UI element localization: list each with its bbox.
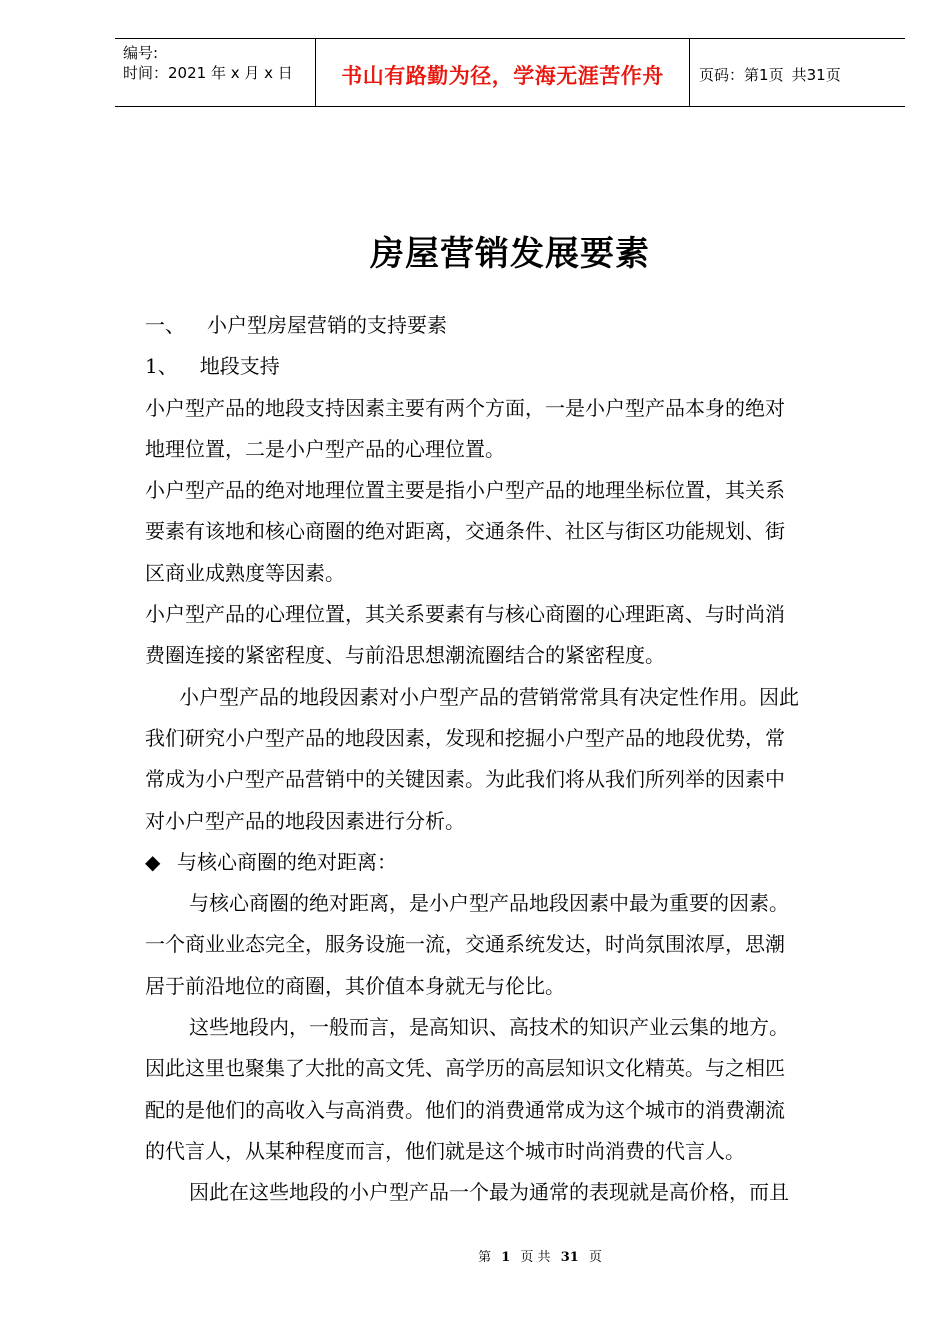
footer-total-pages: 31 (560, 1250, 579, 1265)
footer-current-page: 1 (501, 1250, 511, 1265)
paragraph-line: 与核心商圈的绝对距离，是小户型产品地段因素中最为重要的因素。 (189, 891, 789, 916)
paragraph-line: 因此在这些地段的小户型产品一个最为通常的表现就是高价格，而且 (189, 1180, 789, 1205)
paragraph-line: 区商业成熟度等因素。 (145, 560, 345, 585)
footer-suffix: 页 (588, 1250, 602, 1265)
document-title: 房屋营销发展要素 (370, 234, 650, 274)
diamond-bullet-icon: ◆ (145, 849, 161, 874)
paragraph-line: 这些地段内，一般而言，是高知识、高技术的知识产业云集的地方。 (189, 1015, 789, 1040)
paragraph-line: 常成为小户型产品营销中的关键因素。为此我们将从我们所列举的因素中 (145, 767, 785, 792)
bullet-text: 与核心商圈的绝对距离： (177, 849, 397, 874)
paragraph-line: 居于前沿地位的商圈，其价值本身就无与伦比。 (145, 973, 565, 998)
section-heading (145, 305, 875, 346)
header-page-cell (690, 39, 905, 106)
footer-prefix: 第 (478, 1250, 492, 1265)
section-heading-number: 一、 (145, 313, 185, 337)
sub-heading-number: 1、 (145, 354, 178, 379)
motto-text: 书山有路勤为径，学海无涯苦作舟 (341, 63, 664, 88)
paragraph-line: 一个商业业态完全，服务设施一流，交通系统发达，时尚氛围浓厚，思潮 (145, 932, 785, 957)
page-total-label: 共 (791, 66, 807, 84)
paragraph-line: 小户型产品的地段因素对小户型产品的营销常常具有决定性作用。因此 (179, 684, 799, 709)
paragraph-line: 小户型产品的绝对地理位置主要是指小户型产品的地理坐标位置，其关系 (145, 478, 785, 503)
paragraph-line: 对小户型产品的地段因素进行分析。 (145, 808, 465, 833)
paragraph-line: 费圈连接的紧密程度、与前沿思想潮流圈结合的紧密程度。 (145, 643, 665, 668)
paragraph-line: 因此这里也聚集了大批的高文凭、高学历的高层知识文化精英。与之相匹 (145, 1056, 785, 1081)
page-current: 1 (759, 65, 769, 84)
section-heading-text: 小户型房屋营销的支持要素 (207, 313, 447, 337)
page-total: 31 (806, 65, 826, 84)
paragraph-line: 小户型产品的地段支持因素主要有两个方面，一是小户型产品本身的绝对 (145, 395, 785, 420)
sub-heading (145, 346, 875, 387)
paragraph-line: 我们研究小户型产品的地段因素，发现和挖掘小户型产品的地段优势，常 (145, 725, 785, 750)
page-mid-label: 页 (768, 66, 784, 84)
bullet-item (145, 842, 875, 883)
paragraph-line: 小户型产品的心理位置，其关系要素有与核心商圈的心理距离、与时尚消 (145, 602, 785, 627)
footer-mid: 页 共 (520, 1250, 551, 1265)
paragraph-line: 地理位置，二是小户型产品的心理位置。 (145, 436, 505, 461)
page-header (115, 38, 905, 107)
page-suffix-label: 页 (825, 66, 841, 84)
page-label: 页码：第 (699, 66, 760, 84)
date-label: 时间：2021 年 x 月 x 日 (123, 64, 293, 82)
header-meta-cell (115, 39, 315, 106)
paragraph-line: 要素有该地和核心商圈的绝对距离，交通条件、社区与街区功能规划、街 (145, 519, 785, 544)
page-footer (0, 1246, 950, 1265)
serial-number-label: 编号: (123, 44, 159, 62)
paragraph-line: 的代言人，从某种程度而言，他们就是这个城市时尚消费的代言人。 (145, 1138, 745, 1163)
document-body (145, 305, 875, 1214)
paragraph-line: 配的是他们的高收入与高消费。他们的消费通常成为这个城市的消费潮流 (145, 1097, 785, 1122)
sub-heading-text: 地段支持 (199, 354, 280, 379)
header-motto-cell (315, 39, 690, 106)
